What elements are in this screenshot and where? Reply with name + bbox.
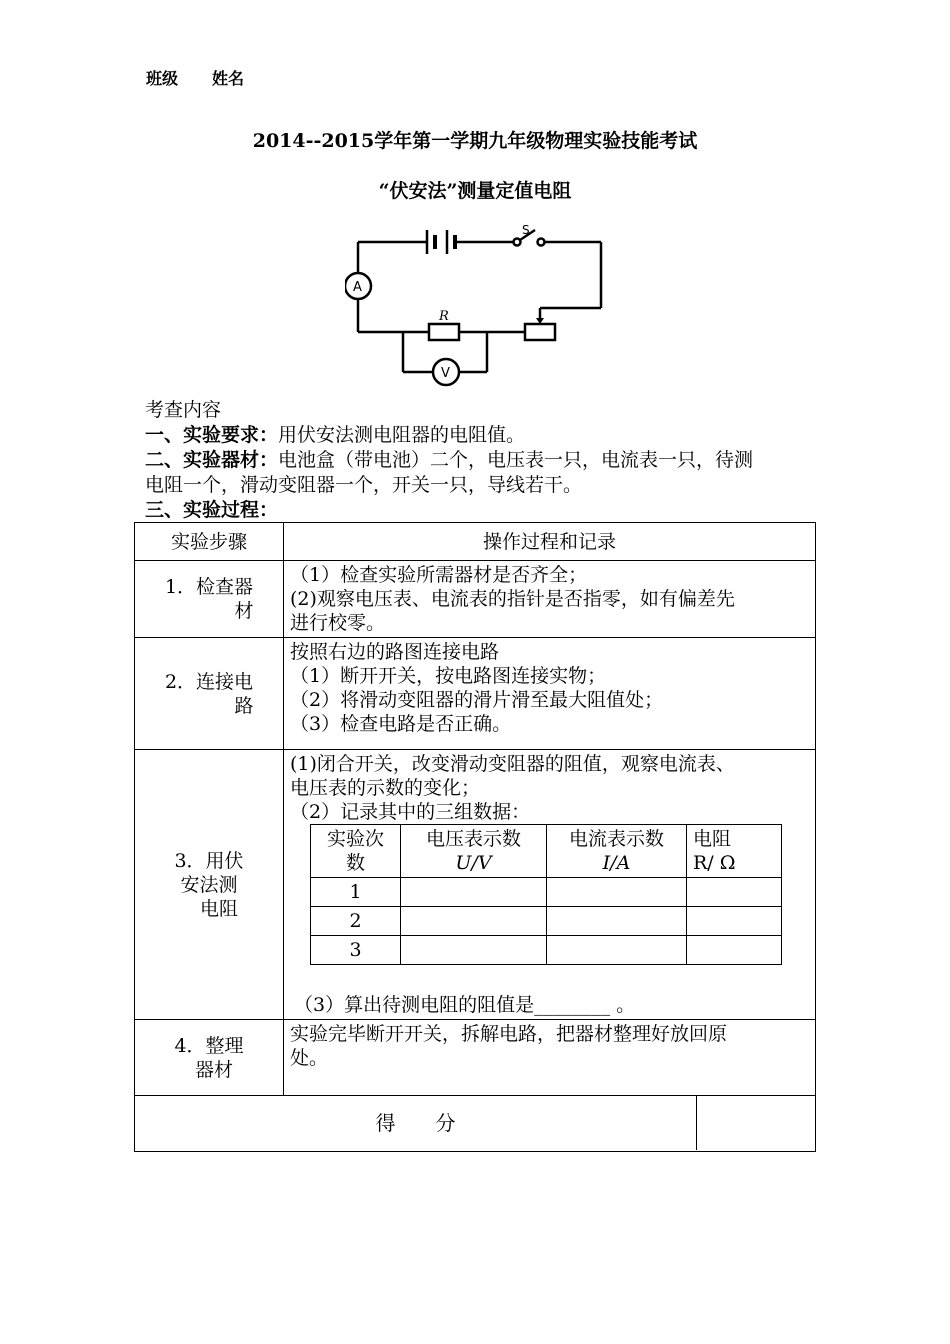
- section-process: 三、实验过程：: [145, 499, 279, 521]
- name-label: 姓名: [212, 69, 245, 88]
- score-row: [135, 1096, 816, 1152]
- section-head: 一、实验要求：: [145, 424, 279, 446]
- step-2-details: 按照右边的路图连接电路 （1）断开开关，按电路图连接实物； （2）将滑动变阻器的滑片滑至最大阻值处； （3）检查电路是否正确。: [284, 638, 816, 750]
- voltmeter-label: V: [441, 366, 450, 381]
- step-4-details: 实验完毕断开开关，拆解电路，把器材整理好放回原 处。: [284, 1020, 816, 1096]
- section-equipment: [145, 448, 815, 498]
- content-heading: 考查内容: [145, 399, 222, 421]
- section-head: 二、实验器材：: [145, 449, 279, 471]
- section-text: 用伏安法测电阻器的电阻值。: [278, 424, 526, 446]
- section-text: 电池盒（带电池）二个，电压表一只，电流表一只，待测: [278, 449, 754, 471]
- switch-label: S: [522, 223, 530, 237]
- data-header-resistance: 电阻 R/ Ω: [687, 825, 782, 878]
- score-field[interactable]: [697, 1096, 816, 1150]
- procedure-table: [134, 522, 816, 1152]
- header-step: 实验步骤: [135, 523, 284, 561]
- section-text-2: 电阻一个，滑动变阻器一个，开关一只，导线若干。: [145, 474, 583, 496]
- ammeter-label: A: [353, 280, 362, 295]
- page-title: 2014--2015学年第一学期九年级物理实验技能考试: [252, 130, 698, 152]
- data-header-trial: 实验次 数: [311, 825, 401, 878]
- step-1-details: （1）检查实验所需器材是否齐全； (2)观察电压表、电流表的指针是否指零，如有偏差先 进行校零。: [284, 561, 816, 638]
- resistance-result: （3）算出待测电阻的阻值是________ 。: [294, 994, 636, 1016]
- data-table: [310, 824, 782, 965]
- circuit-diagram: [345, 222, 607, 394]
- data-header-voltage: 电压表示数 U/V: [401, 825, 547, 878]
- student-info: [146, 66, 278, 89]
- step-3-details: (1)闭合开关，改变滑动变阻器的阻值，观察电流表、 电压表的示数的变化； （2）记录其中的三组数据： 实验次 数 电压表示数 U/V 电流表示数 I/A 电阻 R/ Ω 1 2 3 （3）算出待测电阻的阻值是________ 。: [284, 750, 816, 1020]
- step-2: 2．连接电 路: [135, 638, 284, 750]
- score-label: 得 分: [135, 1096, 697, 1150]
- step-4: 4．整理 器材: [135, 1020, 284, 1096]
- data-row: 1: [311, 878, 782, 907]
- data-header-current: 电流表示数 I/A: [547, 825, 687, 878]
- data-row: 2: [311, 907, 782, 936]
- section-requirement: [145, 423, 815, 448]
- class-label: 班级: [146, 69, 179, 88]
- resistor-label: R: [439, 309, 449, 324]
- step-1: 1．检查器 材: [135, 561, 284, 638]
- page-subtitle: “伏安法”测量定值电阻: [378, 180, 572, 202]
- step-3: 3．用伏 安法测 电阻: [135, 750, 284, 1020]
- header-process: 操作过程和记录: [284, 523, 816, 561]
- data-row: 3: [311, 936, 782, 965]
